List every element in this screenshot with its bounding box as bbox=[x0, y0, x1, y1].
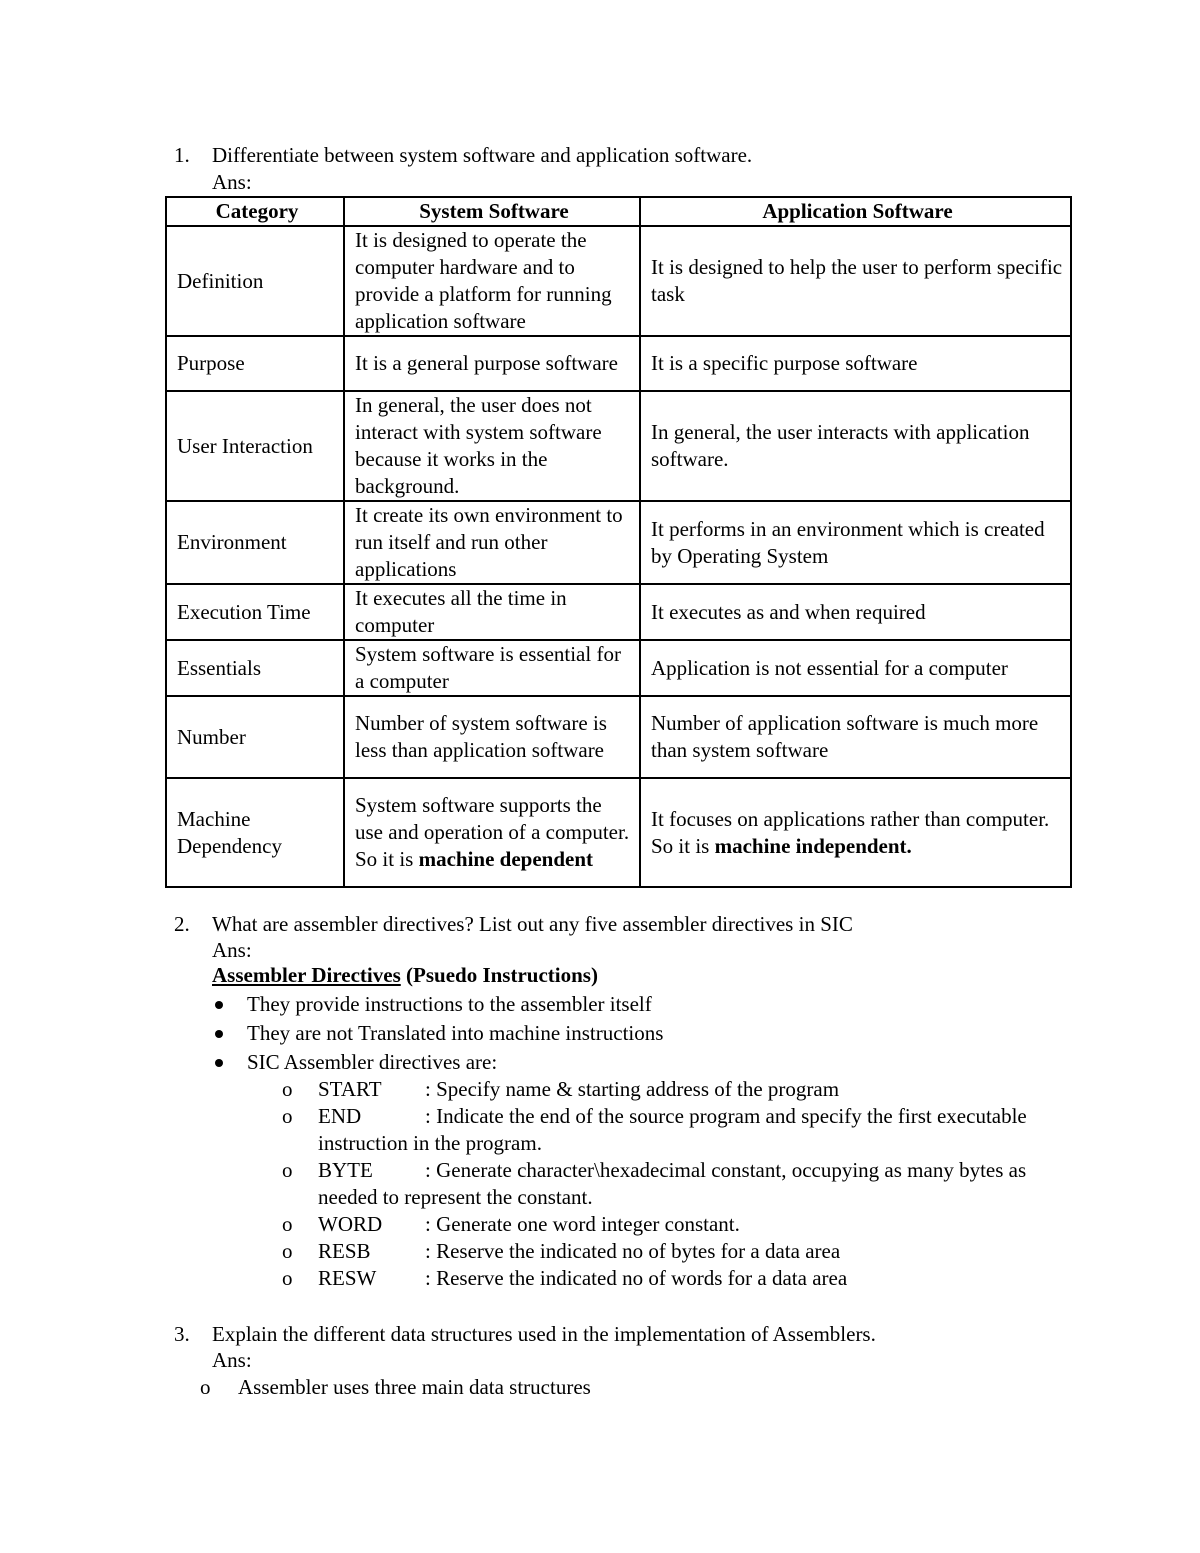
bullet-icon bbox=[215, 1059, 223, 1067]
section-title bbox=[212, 962, 598, 989]
row-system: Number of system software is less than application software bbox=[344, 696, 640, 778]
row-system: System software is essential for a computer bbox=[344, 640, 640, 696]
bullet-icon bbox=[215, 1001, 223, 1009]
table-row bbox=[166, 391, 1071, 501]
row-category: Essentials bbox=[166, 640, 344, 696]
bullet-icon bbox=[215, 1030, 223, 1038]
list-item bbox=[282, 1211, 1042, 1238]
row-system: In general, the user does not interact with system software because it works in the background. bbox=[344, 391, 640, 501]
bullet-list bbox=[212, 991, 1072, 1078]
table-row bbox=[166, 336, 1071, 391]
table-header-row bbox=[166, 197, 1071, 226]
circle-bullet-icon: o bbox=[200, 1375, 211, 1399]
row-application: It is designed to help the user to perform specific task bbox=[640, 226, 1071, 336]
header-system-software: System Software bbox=[344, 197, 640, 226]
circle-bullet-icon: o bbox=[282, 1077, 293, 1101]
directive-desc: : Specify name & starting address of the program bbox=[425, 1077, 840, 1101]
question-text: What are assembler directives? List out any five assembler directives in SIC bbox=[212, 912, 853, 936]
question-3 bbox=[174, 1321, 1074, 1348]
question-number: 3. bbox=[174, 1322, 190, 1346]
row-system: It is a general purpose software bbox=[344, 336, 640, 391]
circle-bullet-icon: o bbox=[282, 1104, 293, 1128]
row-application: It performs in an environment which is created by Operating System bbox=[640, 501, 1071, 584]
list-item bbox=[282, 1265, 1042, 1292]
list-item bbox=[212, 1049, 1072, 1078]
row-application: Number of application software is much more than system software bbox=[640, 696, 1071, 778]
circle-bullet-icon: o bbox=[282, 1239, 293, 1263]
answer-label: Ans: bbox=[212, 1348, 252, 1372]
row-application bbox=[640, 778, 1071, 887]
row-application: It is a specific purpose software bbox=[640, 336, 1071, 391]
table-row bbox=[166, 778, 1071, 887]
circle-bullet-icon: o bbox=[282, 1158, 293, 1182]
row-category: Execution Time bbox=[166, 584, 344, 640]
list-item-text: They provide instructions to the assembler itself bbox=[247, 992, 652, 1016]
table-row bbox=[166, 584, 1071, 640]
directive-name: BYTE bbox=[318, 1158, 373, 1182]
directive-name: END bbox=[318, 1104, 362, 1128]
question-number: 1. bbox=[174, 143, 190, 167]
row-application: Application is not essential for a computer bbox=[640, 640, 1071, 696]
question-text: Explain the different data structures used in the implementation of Assemblers. bbox=[212, 1322, 876, 1346]
cell-bold-text: machine independent. bbox=[714, 833, 912, 858]
section-title-rest: (Psuedo Instructions) bbox=[406, 963, 598, 987]
list-item bbox=[282, 1076, 1042, 1103]
row-category: Purpose bbox=[166, 336, 344, 391]
directive-name: RESB bbox=[318, 1239, 371, 1263]
directive-list bbox=[282, 1076, 1042, 1292]
row-system: It is designed to operate the computer hardware and to provide a platform for running application software bbox=[344, 226, 640, 336]
circle-bullet-icon: o bbox=[282, 1212, 293, 1236]
row-category: Environment bbox=[166, 501, 344, 584]
cell-text: System software supports the use and operation of a computer. So it is bbox=[355, 793, 630, 871]
directive-name: WORD bbox=[318, 1212, 383, 1236]
list-item bbox=[212, 991, 1072, 1020]
cell-text: It focuses on applications rather than computer. So it is bbox=[651, 806, 1050, 858]
question-number: 2. bbox=[174, 912, 190, 936]
list-item-text: They are not Translated into machine instructions bbox=[247, 1021, 664, 1045]
comparison-table bbox=[165, 196, 1072, 888]
question-2 bbox=[174, 911, 1074, 938]
row-system bbox=[344, 778, 640, 887]
row-application: It executes as and when required bbox=[640, 584, 1071, 640]
row-application: In general, the user interacts with application software. bbox=[640, 391, 1071, 501]
note-text: Assembler uses three main data structures bbox=[238, 1375, 591, 1399]
question-text: Differentiate between system software and application software. bbox=[212, 143, 753, 167]
table-row bbox=[166, 501, 1071, 584]
row-category: Number bbox=[166, 696, 344, 778]
question-1 bbox=[174, 142, 1074, 169]
row-system: It create its own environment to run itself and run other applications bbox=[344, 501, 640, 584]
cell-bold-text: machine dependent bbox=[418, 847, 594, 871]
answer-label: Ans: bbox=[212, 170, 252, 194]
header-application-software: Application Software bbox=[640, 197, 1071, 226]
list-item-text: SIC Assembler directives are: bbox=[247, 1050, 498, 1074]
directive-desc: : Generate one word integer constant. bbox=[425, 1212, 740, 1236]
answer-label: Ans: bbox=[212, 938, 252, 962]
row-category: Machine Dependency bbox=[166, 778, 344, 887]
table-row bbox=[166, 640, 1071, 696]
directive-desc: : Reserve the indicated no of bytes for a data area bbox=[425, 1239, 841, 1263]
header-category: Category bbox=[166, 197, 344, 226]
directive-name: START bbox=[318, 1077, 382, 1101]
answer-note bbox=[200, 1374, 591, 1401]
list-item bbox=[282, 1238, 1042, 1265]
list-item bbox=[282, 1157, 1042, 1211]
table-row bbox=[166, 696, 1071, 778]
circle-bullet-icon: o bbox=[282, 1266, 293, 1290]
directive-name: RESW bbox=[318, 1266, 377, 1290]
row-category: User Interaction bbox=[166, 391, 344, 501]
row-category: Definition bbox=[166, 226, 344, 336]
directive-desc: : Reserve the indicated no of words for a data area bbox=[425, 1266, 848, 1290]
table-row bbox=[166, 226, 1071, 336]
directive-desc: : Indicate the end of the source program and specify the first executable instruction in the program. bbox=[318, 1104, 1027, 1155]
list-item bbox=[212, 1020, 1072, 1049]
list-item bbox=[282, 1103, 1042, 1157]
section-title-underlined: Assembler Directives bbox=[212, 963, 401, 987]
directive-desc: : Generate character\hexadecimal constant, occupying as many bytes as needed to represent the constant. bbox=[318, 1158, 1027, 1209]
row-system: It executes all the time in computer bbox=[344, 584, 640, 640]
